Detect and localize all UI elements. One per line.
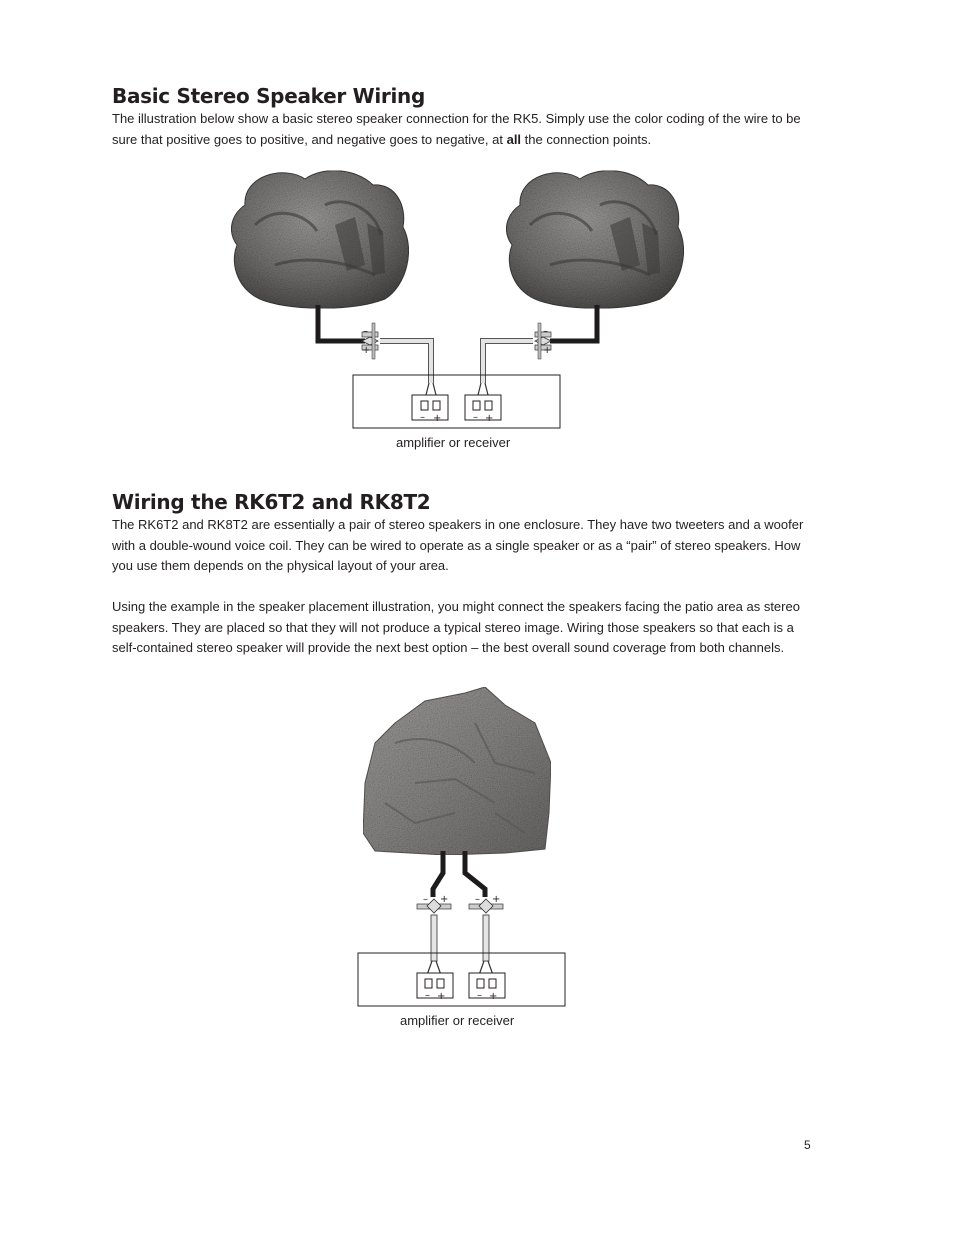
figure-caption-amplifier-2: amplifier or receiver (400, 1013, 515, 1028)
speaker-wires-to-amp-pair (427, 915, 493, 975)
speaker-cables-pair (433, 851, 485, 897)
section-paragraph-1: The RK6T2 and RK8T2 are essentially a pair of stereo speakers in one enclosure. They have two tweeters and a woofer with a double-wound voice coil. They can be wired to operate as a single speaker or as a “pair” of stereo speakers. How you use them depends on the physical layout of your area. (112, 517, 804, 573)
amp-plus-right: + (485, 413, 494, 424)
body-text-after: the connection points. (521, 131, 652, 147)
amp-terminals-right (465, 395, 501, 420)
section-body-basic-stereo-wiring (112, 109, 822, 150)
polarity-minus-pair-left: – (423, 894, 428, 905)
amp-minus-pair-right: – (477, 990, 482, 1001)
section-paragraph-2: Using the example in the speaker placement illustration, you might connect the speakers facing the patio area as stereo speakers. They are placed so that they will not produce a typical stereo image. Wiring those speakers so that each is a self-contained stereo speaker will provide the next best option – the best overall sound coverage from both channels. (112, 599, 800, 655)
body-text-emphasis: all (506, 131, 522, 147)
speaker-cables (318, 305, 597, 341)
figure-caption-amplifier: amplifier or receiver (396, 435, 511, 450)
amp-minus-right: – (473, 412, 478, 423)
amplifier-box (353, 375, 560, 428)
speaker-wire-to-amp (380, 341, 533, 399)
amp-terminals-pair-right (469, 973, 505, 998)
section-title-basic-stereo-wiring: Basic Stereo Speaker Wiring (112, 84, 426, 108)
polarity-plus-pair-right: + (492, 894, 501, 905)
rk6t2-wiring-diagram (355, 683, 570, 1038)
amp-plus-left: + (433, 413, 442, 424)
page-number: 5 (804, 1138, 811, 1152)
polarity-minus-pair-right: – (475, 894, 480, 905)
section-title-wiring-rk6t2-rk8t2: Wiring the RK6T2 and RK8T2 (112, 490, 431, 514)
amp-terminals-left (412, 395, 448, 420)
polarity-plus-pair-left: + (440, 894, 449, 905)
amplifier-box-2 (358, 953, 565, 1006)
polarity-minus-left: – (363, 326, 368, 337)
amp-minus-left: – (420, 412, 425, 423)
amp-terminals-pair-left (417, 973, 453, 998)
amp-plus-pair-right: + (489, 991, 498, 1002)
amp-minus-pair-left: – (425, 990, 430, 1001)
rock-speaker-left (231, 171, 408, 309)
polarity-plus-right: + (543, 345, 552, 356)
body-text-before: The illustration below show a basic stereo speaker connection for the RK5. Simply use the color coding of the wire to be sure that positive goes to positive, and negative goes to negative, at (112, 111, 801, 147)
polarity-minus-right: – (543, 326, 548, 337)
rock-speaker-right (506, 171, 683, 309)
amp-plus-pair-left: + (437, 991, 446, 1002)
polarity-plus-left: + (362, 345, 371, 356)
stereo-wiring-diagram (225, 165, 695, 460)
rock-speaker-rk6t2 (363, 687, 551, 855)
